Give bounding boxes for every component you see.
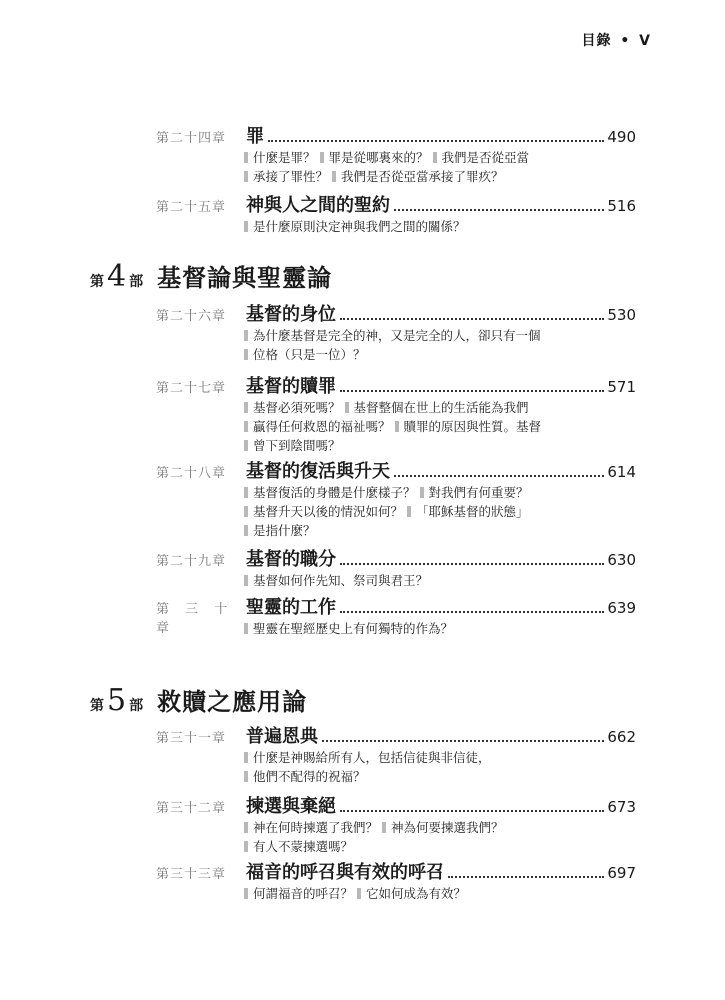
question-text: 何謂福音的呼召？ [253, 886, 354, 901]
question-item [244, 169, 328, 184]
dot-leader [340, 810, 604, 812]
chapter-questions [244, 818, 636, 856]
question-item [244, 328, 541, 343]
chapter-title[interactable]: 基督的贖罪 [246, 376, 336, 397]
question-text: 他們不配得的祝福？ [253, 769, 366, 784]
question-text: 什麼是神賜給所有人，包括信徒與非信徒， [253, 750, 491, 765]
question-line [244, 521, 636, 540]
question-text: 它如何成為有效？ [366, 886, 467, 901]
question-text: 基督復活的身體是什麼樣子？ [253, 485, 416, 500]
question-item [244, 485, 416, 500]
dot-leader [340, 563, 604, 565]
question-item [244, 504, 403, 519]
header-page-number: V [639, 33, 651, 49]
question-line [244, 502, 636, 521]
toc-entry[interactable] [156, 593, 636, 638]
page-number[interactable]: 614 [607, 463, 636, 481]
question-bullet-icon [244, 506, 248, 517]
part-heading-5 [90, 682, 307, 718]
question-item [407, 504, 529, 519]
question-line [244, 767, 636, 786]
question-item [433, 150, 530, 165]
question-line [244, 417, 636, 436]
chapter-number: 第三十二章 [156, 801, 227, 816]
dot-leader [340, 318, 604, 320]
question-bullet-icon [320, 152, 324, 163]
question-line [244, 483, 636, 502]
chapter-title[interactable]: 基督的身位 [246, 304, 336, 325]
chapter-number: 第二十七章 [156, 381, 227, 396]
chapter-title[interactable]: 神與人之間的聖約 [246, 195, 390, 216]
question-line [244, 436, 636, 455]
question-item [244, 820, 378, 835]
dot-leader [322, 740, 604, 742]
page-number[interactable]: 530 [607, 306, 636, 324]
question-bullet-icon [244, 221, 248, 232]
dot-leader [340, 611, 604, 613]
dot-leader [340, 390, 604, 392]
question-text: 神在何時揀選了我們？ [253, 820, 379, 835]
question-item [357, 886, 466, 901]
chapter-number: 第二十六章 [156, 309, 227, 324]
toc-entry[interactable] [156, 300, 636, 364]
chapter-number: 第 三 十 章 [156, 602, 234, 636]
question-text: 是什麼原則決定神與我們之間的關係？ [253, 219, 466, 234]
toc-entry[interactable] [156, 191, 636, 236]
question-item [244, 523, 316, 538]
part-suffix: 部 [129, 274, 144, 290]
question-item [244, 419, 391, 434]
question-text: 基督如何作先知、祭司與君王？ [253, 573, 429, 588]
page-number[interactable]: 516 [607, 197, 636, 215]
question-item [244, 886, 353, 901]
chapter-questions [244, 619, 636, 638]
question-text: 有人不蒙揀選嗎？ [253, 839, 354, 854]
page-number[interactable]: 571 [607, 378, 636, 396]
question-bullet-icon [244, 152, 248, 163]
question-text: 對我們有何重要？ [428, 485, 529, 500]
question-bullet-icon [345, 402, 349, 413]
question-text: 什麼是罪？ [253, 150, 316, 165]
question-bullet-icon [382, 822, 386, 833]
question-item [332, 169, 504, 184]
chapter-questions [244, 748, 636, 786]
chapter-line [156, 858, 636, 884]
question-item [345, 400, 529, 415]
question-line [244, 837, 636, 856]
question-item [244, 347, 366, 362]
toc-entry[interactable] [156, 792, 636, 856]
question-item [244, 150, 316, 165]
chapter-questions [244, 571, 636, 590]
question-bullet-icon [357, 888, 361, 899]
question-bullet-icon [244, 752, 248, 763]
question-bullet-icon [420, 487, 424, 498]
chapter-number: 第二十八章 [156, 466, 227, 481]
question-text: 是指什麼？ [253, 523, 316, 538]
chapter-questions [244, 148, 636, 186]
toc-entry[interactable] [156, 372, 636, 455]
question-item [420, 485, 529, 500]
chapter-title[interactable]: 基督的職分 [246, 549, 336, 570]
dot-leader [448, 876, 604, 878]
question-text: 承接了罪性？ [253, 169, 329, 184]
question-line [244, 884, 636, 903]
question-bullet-icon [244, 822, 248, 833]
chapter-number: 第二十九章 [156, 554, 227, 569]
chapter-questions [244, 217, 636, 236]
question-bullet-icon [244, 623, 248, 634]
question-bullet-icon [244, 771, 248, 782]
dot-leader [268, 140, 604, 142]
part-heading-4 [90, 258, 332, 294]
question-line [244, 571, 636, 590]
question-bullet-icon [332, 171, 336, 182]
chapter-line [156, 122, 636, 148]
question-text: 贖罪的原因與性質。基督 [403, 419, 542, 434]
question-text: 基督整個在世上的生活能為我們 [353, 400, 529, 415]
chapter-title[interactable]: 罪 [246, 126, 264, 147]
question-line [244, 748, 636, 767]
question-text: 基督必須死嗎？ [253, 400, 341, 415]
question-bullet-icon [244, 349, 248, 360]
question-text: 曾下到陰間嗎？ [253, 438, 341, 453]
question-text: 聖靈在聖經歷史上有何獨特的作為？ [253, 621, 454, 636]
part-title: 救贖之應用論 [157, 687, 308, 716]
question-line [244, 398, 636, 417]
toc-entry[interactable] [156, 545, 636, 590]
question-bullet-icon [244, 171, 248, 182]
chapter-questions [244, 483, 636, 540]
question-line [244, 217, 636, 236]
chapter-line [156, 457, 636, 483]
page-number[interactable]: 639 [607, 599, 636, 617]
question-text: 「耶穌基督的狀態」 [416, 504, 529, 519]
question-bullet-icon [433, 152, 437, 163]
toc-entry[interactable] [156, 457, 636, 540]
question-line [244, 818, 636, 837]
part-number: 5 [107, 683, 127, 718]
chapter-title[interactable]: 普遍恩典 [246, 726, 318, 747]
question-bullet-icon [244, 330, 248, 341]
question-text: 位格（只是一位）？ [253, 347, 366, 362]
chapter-title[interactable]: 揀選與棄絕 [246, 796, 336, 817]
question-bullet-icon [395, 421, 399, 432]
dot-leader [394, 209, 604, 211]
question-item [244, 750, 491, 765]
question-text: 贏得任何救恩的福祉嗎？ [253, 419, 391, 434]
question-item [244, 438, 341, 453]
toc-entry[interactable] [156, 122, 636, 186]
question-bullet-icon [244, 888, 248, 899]
chapter-number: 第三十一章 [156, 731, 227, 746]
question-item [244, 769, 366, 784]
page-number[interactable]: 673 [607, 798, 636, 816]
chapter-line [156, 300, 636, 326]
question-bullet-icon [244, 402, 248, 413]
dot-leader [394, 475, 604, 477]
chapter-line [156, 191, 636, 217]
chapter-number: 第三十三章 [156, 867, 227, 882]
chapter-line [156, 545, 636, 571]
chapter-title[interactable]: 基督的復活與升天 [246, 461, 390, 482]
page-header [581, 30, 651, 50]
chapter-questions [244, 326, 636, 364]
chapter-questions [244, 884, 636, 903]
question-line [244, 619, 636, 638]
question-bullet-icon [244, 575, 248, 586]
question-line [244, 148, 636, 167]
question-bullet-icon [244, 525, 248, 536]
chapter-number: 第二十四章 [156, 131, 227, 146]
chapter-line [156, 372, 636, 398]
question-item [244, 573, 428, 588]
question-bullet-icon [244, 487, 248, 498]
question-item [395, 419, 542, 434]
header-bullet: • [620, 33, 631, 49]
toc-entry[interactable] [156, 722, 636, 786]
question-item [244, 219, 466, 234]
question-bullet-icon [244, 841, 248, 852]
page-number[interactable]: 630 [607, 551, 636, 569]
question-line [244, 167, 636, 186]
part-number: 4 [107, 259, 127, 294]
question-item [382, 820, 504, 835]
chapter-number: 第二十五章 [156, 200, 227, 215]
header-title: 目錄 [581, 33, 612, 49]
chapter-questions [244, 398, 636, 455]
page-number[interactable]: 490 [607, 128, 636, 146]
question-item [244, 839, 353, 854]
chapter-title[interactable]: 聖靈的工作 [246, 597, 336, 618]
toc-entry[interactable] [156, 858, 636, 903]
question-text: 為什麼基督是完全的神，又是完全的人，卻只有一個 [253, 328, 541, 343]
question-item [244, 621, 453, 636]
question-text: 基督升天以後的情況如何？ [253, 504, 404, 519]
question-bullet-icon [407, 506, 411, 517]
page-number[interactable]: 662 [607, 728, 636, 746]
question-text: 我們是否從亞當 [441, 150, 530, 165]
question-item [244, 400, 341, 415]
question-line [244, 326, 636, 345]
part-prefix: 第 [90, 698, 104, 714]
question-bullet-icon [244, 421, 248, 432]
chapter-line [156, 792, 636, 818]
question-text: 神為何要揀選我們？ [391, 820, 504, 835]
question-text: 罪是從哪裏來的？ [328, 150, 429, 165]
chapter-title[interactable]: 福音的呼召與有效的呼召 [246, 862, 444, 883]
part-suffix: 部 [129, 698, 144, 714]
question-item [320, 150, 429, 165]
question-bullet-icon [244, 440, 248, 451]
part-title: 基督論與聖靈論 [157, 263, 333, 292]
chapter-line [156, 722, 636, 748]
page-number[interactable]: 697 [607, 864, 636, 882]
part-prefix: 第 [90, 274, 104, 290]
question-line [244, 345, 636, 364]
question-text: 我們是否從亞當承接了罪疚？ [341, 169, 504, 184]
